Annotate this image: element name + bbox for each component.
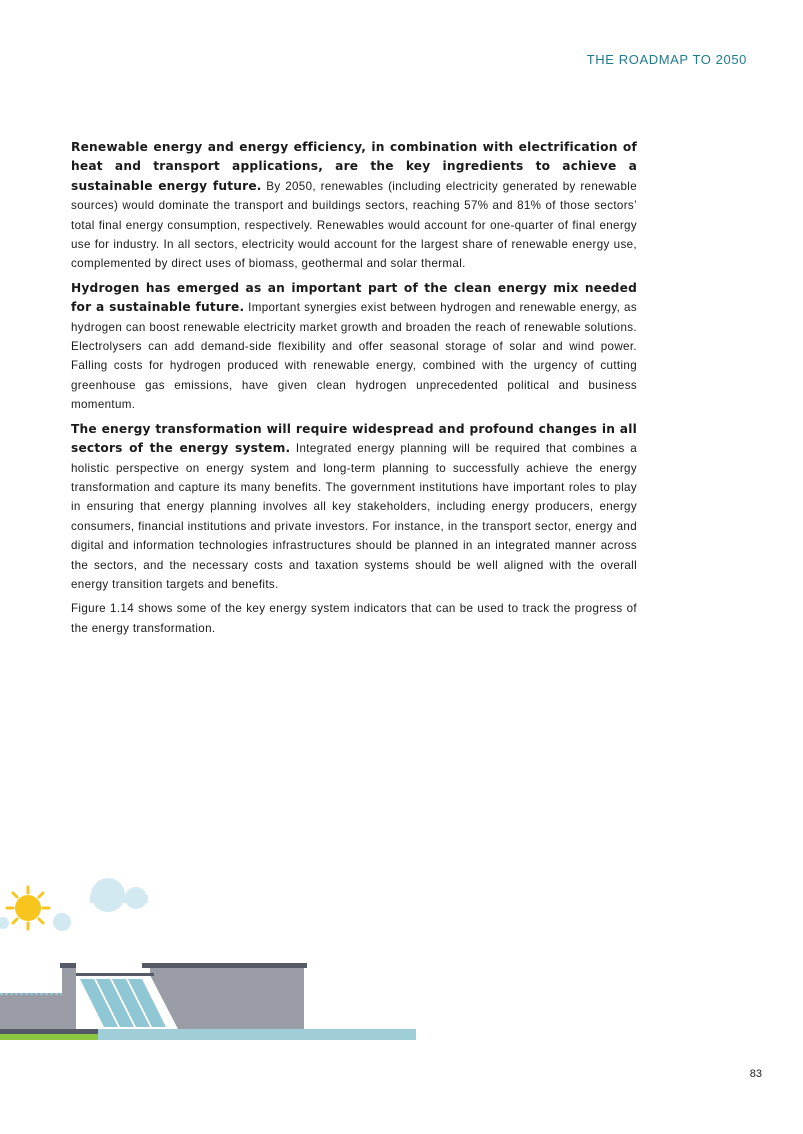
paragraph-hydrogen bbox=[71, 279, 637, 415]
paragraph-renewables bbox=[71, 138, 637, 274]
body-text bbox=[71, 138, 637, 643]
paragraph-transformation bbox=[71, 420, 637, 595]
paragraph-lead: Hydrogen has emerged as an important part of the clean energy mix needed for a sustainable future. bbox=[71, 280, 637, 315]
grass-strip bbox=[0, 1034, 98, 1040]
paragraph-body: Integrated energy planning will be required that combines a holistic perspective on energy system and long-term planning to successfully achieve the energy transformation and capture its many benefits. The government institutions have important roles to play in ensuring that energy planning involves all key stakeholders, including energy producers, energy consumers, financial institutions and private investors. For instance, in the transport sector, energy and digital and information technologies infrastructures should be planned in an integrated manner across the sectors, and the necessary costs and taxation systems should be well aligned with the overall energy transition targets and benefits. bbox=[71, 442, 637, 591]
paragraph-lead: The energy transformation will require widespread and profound changes in all sectors of the energy system. bbox=[71, 421, 637, 456]
section-header: THE ROADMAP TO 2050 bbox=[586, 52, 747, 67]
cloud-icon bbox=[90, 878, 148, 912]
sun-icon bbox=[7, 887, 49, 929]
energy-landscape-illustration bbox=[0, 875, 420, 1045]
paragraph-lead: Renewable energy and energy efficiency, in combination with electrification of heat and transport applications, are the key ingredients to achieve a sustainable energy future. bbox=[71, 140, 637, 193]
paragraph-figure-reference: Figure 1.14 shows some of the key energy system indicators that can be used to track the progress of the energy transformation. bbox=[71, 602, 637, 635]
water-strip bbox=[98, 1029, 416, 1040]
water-reservoir bbox=[0, 993, 70, 1033]
paragraph-body: By 2050, renewables (including electricity generated by renewable sources) would dominate the transport and buildings sectors, reaching 57% and 81% of those sectors’ total final energy consumption, respectively. Renewables would account for one-quarter of final energy use for industry. In all sectors, electricity would account for the largest share of renewable energy use, complemented by direct uses of biomass, geothermal and solar thermal. bbox=[71, 179, 637, 271]
paragraph-body: Important synergies exist between hydrogen and renewable energy, as hydrogen can boost renewable electricity market growth and broaden the reach of renewable solutions. Electrolysers can add demand-side flexibility and offer seasonal storage of solar and wind power. Falling costs for hydrogen produced with renewable energy, combined with the urgency of cutting greenhouse gas emissions, have given clean hydrogen unprecedented political and business momentum. bbox=[71, 301, 637, 412]
page-number: 83 bbox=[749, 1068, 762, 1080]
ground-strip bbox=[0, 1029, 98, 1034]
